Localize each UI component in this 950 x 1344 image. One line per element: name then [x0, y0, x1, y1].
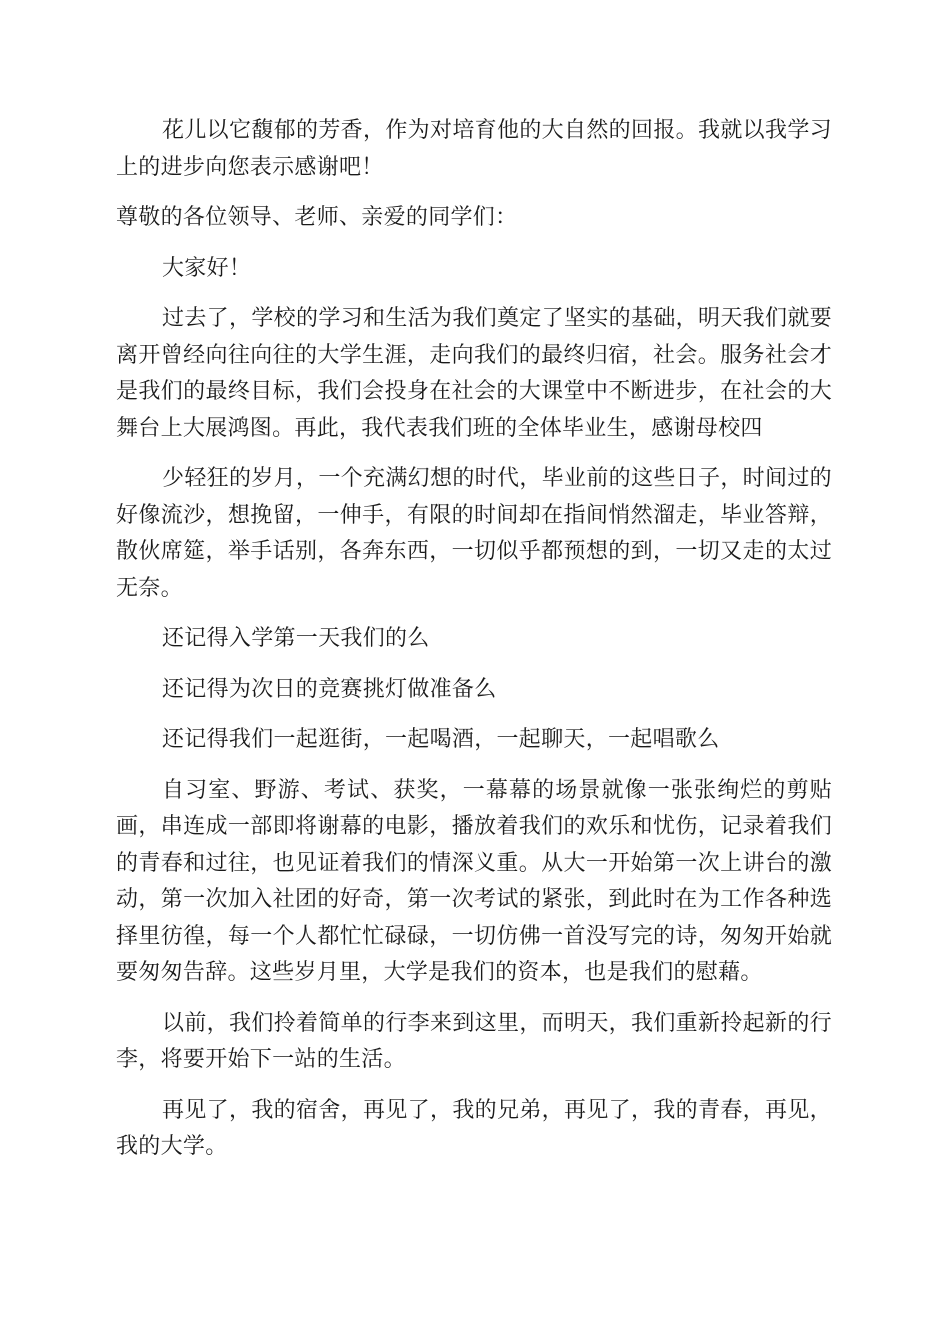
paragraph-5: 少轻狂的岁月，一个充满幻想的时代，毕业前的这些日子，时间过的好像流沙，想挽留，一伸手，有限的时间却在指间悄然溜走，毕业答辩，散伙席筵，举手话别，各奔东西，一切似乎都预想的到，一切又走的太过无奈。 [116, 466, 832, 601]
paragraph-2-salutation: 尊敬的各位领导、老师、亲爱的同学们： [116, 205, 518, 230]
paragraph-1: 花儿以它馥郁的芳香，作为对培育他的大自然的回报。我就以我学习上的进步向您表示感谢吧！ [116, 118, 832, 180]
paragraph-8: 还记得我们一起逛街，一起喝酒，一起聊天，一起唱歌么 [162, 727, 720, 752]
paragraph-10: 以前，我们拎着简单的行李来到这里，而明天，我们重新拎起新的行李，将要开始下一站的生活。 [116, 1010, 832, 1072]
paragraph-9: 自习室、野游、考试、获奖，一幕幕的场景就像一张张绚烂的剪贴画，串连成一部即将谢幕的电影，播放着我们的欢乐和忧伤，记录着我们的青春和过往，也见证着我们的情深义重。从大一开始第一次上讲台的激动，第一次加入社团的好奇，第一次考试的紧张，到此时在为工作各种选择里彷徨，每一个人都忙忙碌碌，一切仿佛一首没写完的诗，匆匆开始就要匆匆告辞。这些岁月里，大学是我们的资本，也是我们的慰藉。 [116, 777, 832, 985]
paragraph-3-greeting: 大家好！ [162, 255, 252, 281]
paragraph-7: 还记得为次日的竞赛挑灯做准备么 [162, 676, 497, 702]
document-body [116, 113, 832, 1180]
paragraph-11: 再见了，我的宿舍，再见了，我的兄弟，再见了，我的青春，再见，我的大学。 [116, 1097, 832, 1159]
paragraph-4: 过去了，学校的学习和生活为我们奠定了坚实的基础，明天我们就要离开曾经向往向往的大学生涯，走向我们的最终归宿，社会。服务社会才是我们的最终目标，我们会投身在社会的大课堂中不断进步，在社会的大舞台上大展鸿图。再此，我代表我们班的全体毕业生，感谢母校四 [116, 306, 832, 441]
paragraph-6: 还记得入学第一天我们的么 [162, 626, 430, 651]
